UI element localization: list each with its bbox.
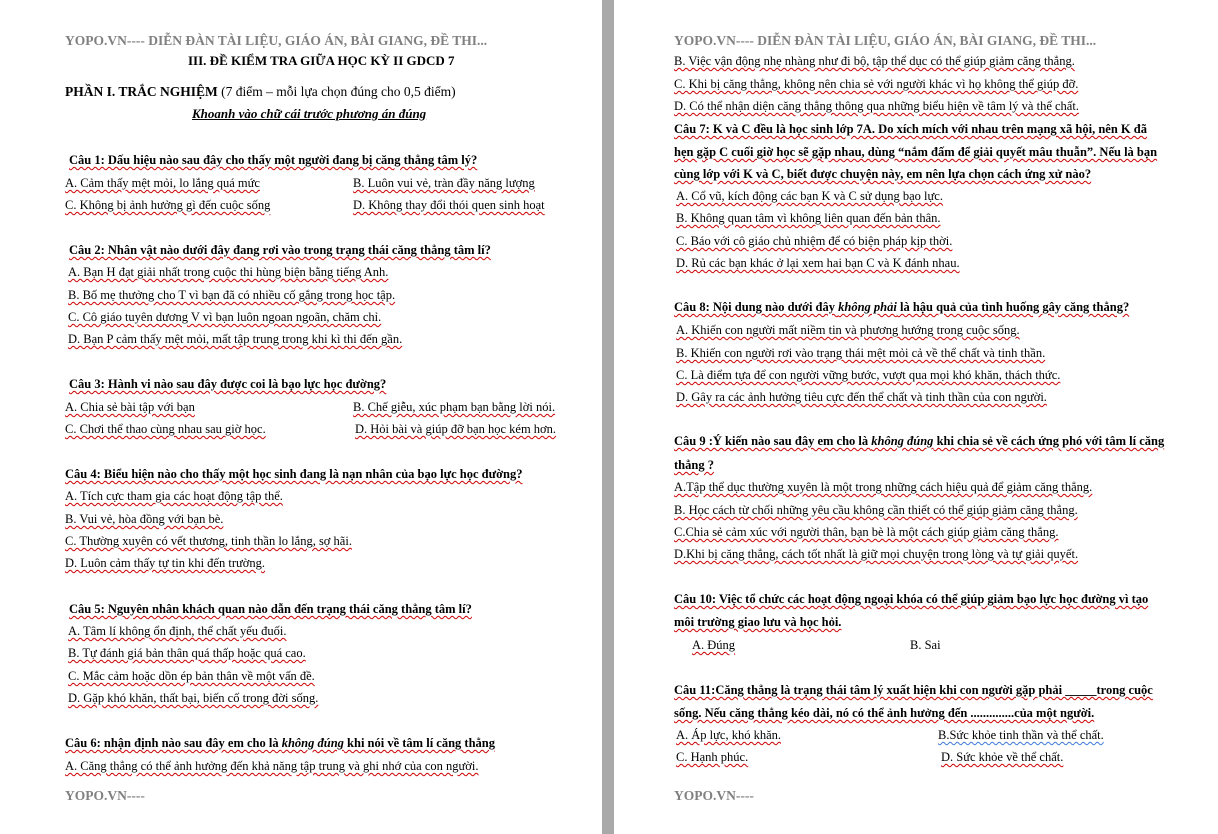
part-heading-bold: PHẦN I. TRẮC NGHIỆM <box>65 84 218 99</box>
q8-option-b: B. Khiến con người rơi vào trạng thái mệt mỏi cả về thể chất và tinh thần. <box>676 346 1046 360</box>
question-9-line-1 <box>674 433 1164 449</box>
q7-option-a: A. Cổ vũ, kích động các bạn K và C sử dụng bạo lực. <box>676 189 943 203</box>
q8-option-a: A. Khiến con người mất niềm tin và phương hướng trong cuộc sống. <box>676 323 1020 337</box>
q11-option-a: A. Áp lực, khó khăn. <box>676 728 782 742</box>
q9-emphasis: không đúng <box>871 434 934 448</box>
q8-option-c: C. Là điểm tựa để con người vững bước, vượt qua mọi khó khăn, thách thức. <box>676 368 1061 382</box>
q2-option-a: A. Bạn H đạt giải nhất trong cuộc thi hùng biện bằng tiếng Anh. <box>68 265 389 279</box>
question-5: Câu 5: Nguyên nhân khách quan nào dẫn đến trạng thái căng thẳng tâm lí? <box>69 602 472 616</box>
page-footer: YOPO.VN---- <box>674 788 754 803</box>
q6-option-a: A. Căng thẳng có thể ảnh hưởng đến khả năng tập trung và ghi nhớ của con người. <box>65 759 479 773</box>
q8-text-end: là hậu quả của tình huống gây căng thẳng? <box>896 300 1130 314</box>
q6-option-c: C. Khi bị căng thẳng, không nên chia sẻ với người khác vì họ không thể giúp đỡ. <box>674 77 1079 91</box>
q2-option-c: C. Cô giáo tuyên dương V vì bạn luôn ngoan ngoãn, chăm chỉ. <box>68 310 382 324</box>
q8-text-start: Câu 8: Nội dung nào dưới đây <box>674 300 839 314</box>
question-4: Câu 4: Biểu hiện nào cho thấy một học sinh đang là nạn nhân của bạo lực học đường? <box>65 467 523 481</box>
question-2: Câu 2: Nhân vật nào dưới đây đang rơi vào trong trạng thái căng thẳng tâm lí? <box>69 243 491 257</box>
q3-option-d: D. Hỏi bài và giúp đỡ bạn học kém hơn. <box>355 422 557 436</box>
q2-option-b: B. Bố mẹ thưởng cho T vì bạn đã có nhiều cố gắng trong học tập. <box>68 288 396 302</box>
q1-option-d: D. Không thay đổi thói quen sinh hoạt <box>353 198 545 212</box>
question-1: Câu 1: Dấu hiệu nào sau đây cho thấy một người đang bị căng thẳng tâm lý? <box>69 153 478 167</box>
question-8 <box>674 299 1129 315</box>
question-9-line-2: thẳng ? <box>674 458 714 472</box>
document-page-right <box>614 0 1218 834</box>
q4-option-d: D. Luôn cảm thấy tự tin khi đến trường. <box>65 556 265 570</box>
q8-option-d: D. Gây ra các ảnh hưởng tiêu cực đến thể chất và tinh thần của con người. <box>676 390 1047 404</box>
q6-option-d: D. Có thể nhận diện căng thẳng thông qua những biểu hiện về tâm lý và thể chất. <box>674 99 1079 113</box>
q3-option-c: C. Chơi thể thao cùng nhau sau giờ học. <box>65 422 266 436</box>
q9-option-d: D.Khi bị căng thẳng, cách tốt nhất là giữ mọi chuyện trong lòng và tự giải quyết. <box>674 547 1079 561</box>
question-7-line-1: Câu 7: K và C đều là học sinh lớp 7A. Do xích mích với nhau trên mạng xã hội, nên K đã <box>674 122 1147 136</box>
q1-option-c: C. Không bị ảnh hưởng gì đến cuộc sống <box>65 198 271 212</box>
page-footer: YOPO.VN---- <box>65 788 145 803</box>
q6-text-start: Câu 6: nhận định nào sau đây em cho là <box>65 736 282 750</box>
q2-option-d: D. Bạn P cảm thấy mệt mỏi, mất tập trung trong khi kì thi đến gần. <box>68 332 403 346</box>
q5-option-a: A. Tâm lí không ổn định, thể chất yếu đuối. <box>68 624 287 638</box>
page-header: YOPO.VN---- DIỄN ĐÀN TÀI LIỆU, GIÁO ÁN, BÀI GIANG, ĐỀ THI... <box>674 33 1097 48</box>
instruction: Khoanh vào chữ cái trước phương án đúng <box>192 106 427 121</box>
question-3: Câu 3: Hành vi nào sau đây được coi là bạo lực học đường? <box>69 377 387 391</box>
q10-option-a: A. Đúng <box>692 638 736 652</box>
q9-text-start: Câu 9 :Ý kiến nào sau đây em cho là <box>674 434 872 448</box>
question-6 <box>65 735 495 751</box>
q4-option-a: A. Tích cực tham gia các hoạt động tập thể. <box>65 489 283 503</box>
question-11-line-1: Câu 11:Căng thẳng là trạng thái tâm lý xuất hiện khi con người gặp phải _____trong cuộc <box>674 683 1153 697</box>
part-heading <box>65 84 456 100</box>
q10-option-b: B. Sai <box>910 638 941 652</box>
q9-option-a: A.Tập thể dục thường xuyên là một trong những cách hiệu quả để giảm căng thẳng. <box>674 480 1093 494</box>
question-7-line-3: cùng lớp với K và C, biết được chuyện này, em nên lựa chọn cách ứng xử nào? <box>674 167 1092 181</box>
q5-option-d: D. Gặp khó khăn, thất bại, biến cố trong đời sống. <box>68 691 319 705</box>
page-header: YOPO.VN---- DIỄN ĐÀN TÀI LIỆU, GIÁO ÁN, BÀI GIANG, ĐỀ THI... <box>65 33 488 48</box>
q9-option-b: B. Học cách từ chối những yêu cầu không cần thiết có thể giúp giảm căng thẳng. <box>674 503 1078 517</box>
q7-option-b: B. Không quan tâm vì không liên quan đến bản thân. <box>676 211 941 225</box>
question-11-line-2: sống. Nếu căng thẳng kéo dài, nó có thể ảnh hưởng đến ..............của một người. <box>674 706 1095 720</box>
q8-emphasis: không phải <box>838 300 897 314</box>
q6-text-end: khi nói về tâm lí căng thẳng <box>343 736 495 750</box>
question-10-line-2: môi trường giao lưu và học hỏi. <box>674 615 842 629</box>
q5-option-b: B. Tự đánh giá bản thân quá thấp hoặc quá cao. <box>68 646 306 660</box>
q4-option-b: B. Vui vẻ, hòa đồng với bạn bè. <box>65 512 224 526</box>
q3-option-a: A. Chia sẻ bài tập với bạn <box>65 400 195 414</box>
q5-option-c: C. Mắc cảm hoặc dồn ép bản thân về một vấn đề. <box>68 669 315 683</box>
q11-option-d: D. Sức khỏe về thể chất. <box>941 750 1064 764</box>
q6-option-b: B. Việc vận động nhẹ nhàng như đi bộ, tập thể dục có thể giúp giảm căng thẳng. <box>674 54 1075 68</box>
q1-option-b: B. Luôn vui vẻ, tràn đầy năng lượng <box>353 176 535 190</box>
q9-option-c: C.Chia sẻ cảm xúc với người thân, bạn bè là một cách giúp giảm căng thẳng. <box>674 525 1059 539</box>
question-7-line-2: hẹn gặp C cuối giờ học sẽ gặp nhau, dùng “nắm đấm để giải quyết mâu thuẫn”. Nếu là bạn <box>674 145 1158 159</box>
q6-emphasis: không đúng <box>281 736 344 750</box>
document-page-left <box>0 0 602 834</box>
q7-option-c: C. Báo với cô giáo chủ nhiệm để có biện pháp kịp thời. <box>676 234 953 248</box>
q7-option-d: D. Rủ các bạn khác ở lại xem hai bạn C và K đánh nhau. <box>676 256 960 270</box>
exam-title: III. ĐỀ KIỂM TRA GIỮA HỌC KỲ II GDCD 7 <box>188 53 455 68</box>
q11-option-c: C. Hạnh phúc. <box>676 750 749 764</box>
q11-option-b: B.Sức khỏe tinh thần và thể chất. <box>938 728 1104 742</box>
q4-option-c: C. Thường xuyên có vết thương, tinh thần lo lắng, sợ hãi. <box>65 534 352 548</box>
q1-option-a: A. Cảm thấy mệt mỏi, lo lắng quá mức <box>65 176 260 190</box>
question-10-line-1: Câu 10: Việc tổ chức các hoạt động ngoại khóa có thể giúp giảm bạo lực học đường vì tạo <box>674 592 1149 606</box>
q9-text-end: khi chia sẻ về cách ứng phó với tâm lí căng <box>933 434 1165 448</box>
part-heading-note: (7 điểm – mỗi lựa chọn đúng cho 0,5 điểm) <box>217 84 456 99</box>
q3-option-b: B. Chế giễu, xúc phạm bạn bằng lời nói. <box>353 400 556 414</box>
